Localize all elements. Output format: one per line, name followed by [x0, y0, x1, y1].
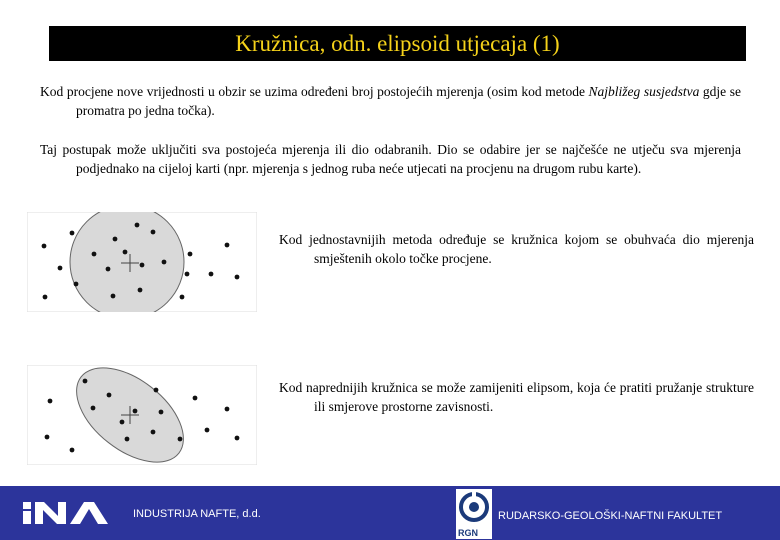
ellipse-influence-diagram [27, 365, 257, 465]
paragraph-2: Taj postupak može uključiti sva postojeća mjerenja ili dio odabranih. Dio se odabire jer se najčešće ne utječu sva mjerenja podjednako na cijeloj karti (npr. mjerenja s jednog ruba neće utjecati na procjenu na drugom rubu karte). [40, 142, 741, 176]
paragraph-3: Kod jednostavnijih metoda određuje se kružnica kojom se obuhvaća dio mjerenja smještenih okolo točke procjene. [279, 232, 754, 266]
paragraph-1-text-end: gdje se promatra po jedna točka). [76, 84, 741, 118]
rgn-logo-text: RGN [458, 528, 478, 538]
rgn-logo [456, 489, 492, 539]
ina-logo-shapes [23, 502, 108, 524]
circle-influence-diagram [27, 212, 257, 312]
paragraph-1-text: Kod procjene nove vrijednosti u obzir se uzima određeni broj postojećih mjerenja (osim kod metode [40, 84, 589, 99]
paragraph-4: Kod naprednijih kružnica se može zamijeniti elipsom, koja će pratiti pružanje strukture ili smjerove prostorne zavisnosti. [279, 380, 754, 414]
company-name: INDUSTRIJA NAFTE, d.d. [133, 508, 261, 520]
paragraph-1 [40, 82, 741, 120]
ina-logo [20, 500, 122, 526]
rgn-logo-mark [456, 489, 492, 527]
footer-bar [0, 486, 780, 540]
paragraph-1-italic: Najbližeg susjedstva [588, 84, 700, 99]
faculty-name: RUDARSKO-GEOLOŠKI-NAFTNI FAKULTET [498, 510, 723, 522]
slide-title: Kružnica, odn. elipsoid utjecaja (1) [49, 26, 746, 61]
influence-circle [70, 212, 184, 312]
